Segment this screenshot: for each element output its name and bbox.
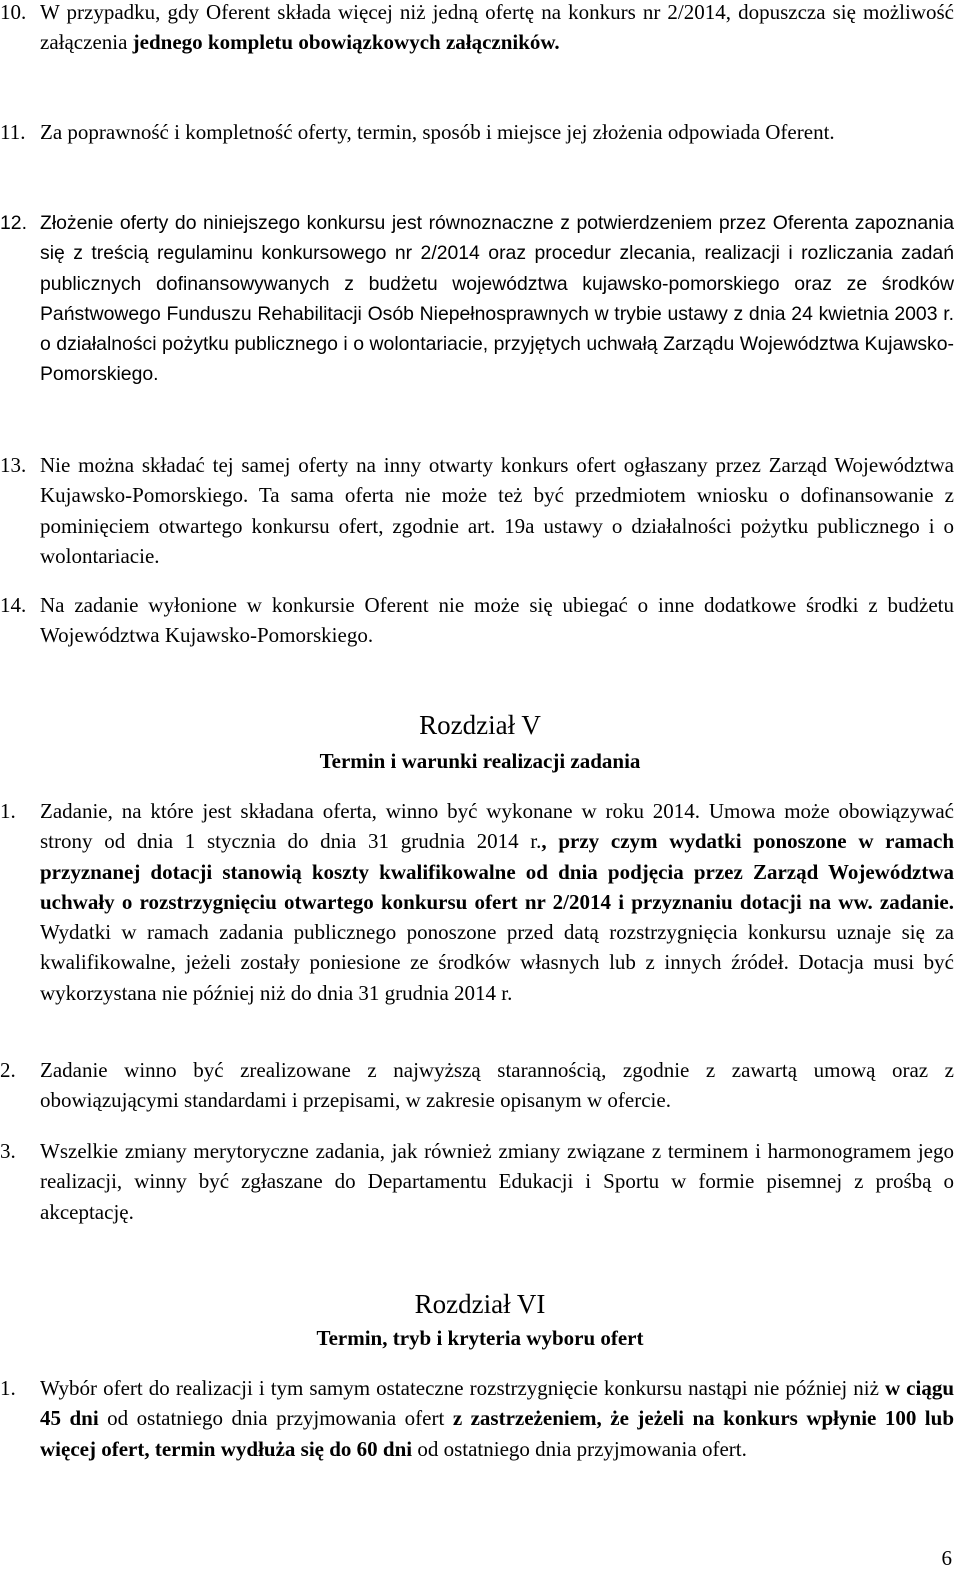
list-item-text xyxy=(40,796,954,1008)
list-item xyxy=(0,117,954,147)
list-item-number: 10. xyxy=(0,0,27,24)
list-item-number: 1. xyxy=(0,799,16,823)
text-run: Zadanie, na które jest składana oferta, winno być wykonane w roku 2014. Umowa może obowiązywać strony od dnia 1 stycznia do dnia 31 grudnia 2014 r. xyxy=(40,799,954,854)
list-item-number: 13. xyxy=(0,453,27,477)
list-item xyxy=(0,796,954,1008)
list-item-text xyxy=(40,117,954,147)
chapter-6-title: Rozdział VI xyxy=(414,1289,546,1319)
bold-text-run: jednego kompletu obowiązkowych załączników. xyxy=(132,30,560,55)
list-item-number: 2. xyxy=(0,1058,16,1082)
list-item-text xyxy=(40,590,954,651)
list-item-text xyxy=(40,1373,954,1464)
list-item-number: 14. xyxy=(0,593,27,617)
text-run: Zadanie winno być zrealizowane z najwyższą starannością, zgodnie z zawartą umową oraz z obowiązującymi standardami i przepisami, w zakresie opisanym w ofercie. xyxy=(40,1058,954,1113)
list-item xyxy=(0,1136,954,1227)
list-item xyxy=(0,208,954,390)
list-item-text xyxy=(40,1055,954,1116)
text-run: Na zadanie wyłonione w konkursie Oferent nie może się ubiegać o inne dodatkowe środki z budżetu Województwa Kujawsko-Pomorskiego. xyxy=(40,593,954,648)
list-item-text xyxy=(40,450,954,571)
text-run: Wszelkie zmiany merytoryczne zadania, jak również zmiany związane z terminem i harmonogramem jego realizacji, winny być zgłaszane do Departamentu Edukacji i Sportu w formie pisemnej z prośbą o akceptację. xyxy=(40,1139,954,1224)
list-item-text xyxy=(40,208,954,390)
list-item xyxy=(0,450,954,571)
list-item xyxy=(0,1373,954,1464)
text-run: W przypadku, gdy Oferent składa więcej niż jedną ofertę na konkurs nr 2/2014, dopuszcza się możliwość załączenia xyxy=(40,0,954,55)
bold-text-run: , przy czym wydatki ponoszone w ramach przyznanej dotacji stanowią koszty kwalifikowalne od dnia podjęcia przez Zarząd Województwa uchwały o rozstrzygnięciu otwartego konkursu ofert nr 2/2014 i przyznaniu dotacji na ww. zadanie. xyxy=(40,829,954,914)
text-run: Za poprawność i kompletność oferty, termin, sposób i miejsce jej złożenia odpowiada Oferent. xyxy=(40,120,835,144)
text-run: Wydatki w ramach zadania publicznego ponoszone przed datą rozstrzygnięcia konkursu uznaje się za kwalifikowalne, jeżeli zostały poniesione ze środków własnych lub z innych źródeł. Dotacja musi być wykorzystana nie później niż do dnia 31 grudnia 2014 r. xyxy=(40,920,954,1005)
list-item-number: 12. xyxy=(0,212,27,234)
chapter-5-subtitle: Termin i warunki realizacji zadania xyxy=(319,749,641,773)
list-item-text xyxy=(40,1136,954,1227)
list-item-number: 1. xyxy=(0,1376,16,1400)
text-run: Wybór ofert do realizacji i tym samym ostateczne rozstrzygnięcie konkursu nastąpi nie później niż xyxy=(40,1376,885,1400)
list-item xyxy=(0,590,954,651)
text-run: od ostatniego dnia przyjmowania ofert. xyxy=(412,1436,747,1461)
list-item-text xyxy=(40,0,954,58)
chapter-6-subtitle: Termin, tryb i kryteria wyboru ofert xyxy=(316,1326,644,1350)
chapter-5-title: Rozdział V xyxy=(419,710,541,740)
list-item-number: 3. xyxy=(0,1139,16,1163)
bold-text-run: w ciągu 45 dni xyxy=(40,1376,955,1431)
bold-text-run: z zastrzeżeniem, że jeżeli na konkurs wpłynie 100 lub więcej ofert, termin wydłuża się do 60 dni xyxy=(40,1406,954,1461)
list-item xyxy=(0,0,954,58)
text-run: Nie można składać tej samej oferty na inny otwarty konkurs ofert ogłaszany przez Zarząd Województwa Kujawsko-Pomorskiego. Ta sama oferta nie może też być przedmiotem wniosku o dofinansowanie z pominięciem otwartego konkursu ofert, zgodnie art. 19a ustawy o działalności pożytku publicznego i o wolontariacie. xyxy=(40,453,954,568)
page-number: 6 xyxy=(941,1546,952,1570)
list-item-number: 11. xyxy=(0,120,26,144)
list-item xyxy=(0,1055,954,1116)
text-run: od ostatniego dnia przyjmowania ofert xyxy=(98,1406,453,1431)
text-run: Złożenie oferty do niniejszego konkursu jest równoznaczne z potwierdzeniem przez Oferenta zapoznania się z treścią regulaminu konkursowego nr 2/2014 oraz procedur zlecania, realizacji i rozliczania zadań publicznych dofinansowywanych z budżetu województwa kujawsko-pomorskiego oraz ze środków Państwowego Funduszu Rehabilitacji Osób Niepełnosprawnych w trybie ustawy z dnia 24 kwietnia 2003 r. o działalności pożytku publicznego i o wolontariacie, przyjętych uchwałą Zarządu Województwa Kujawsko-Pomorskiego. xyxy=(40,212,954,386)
